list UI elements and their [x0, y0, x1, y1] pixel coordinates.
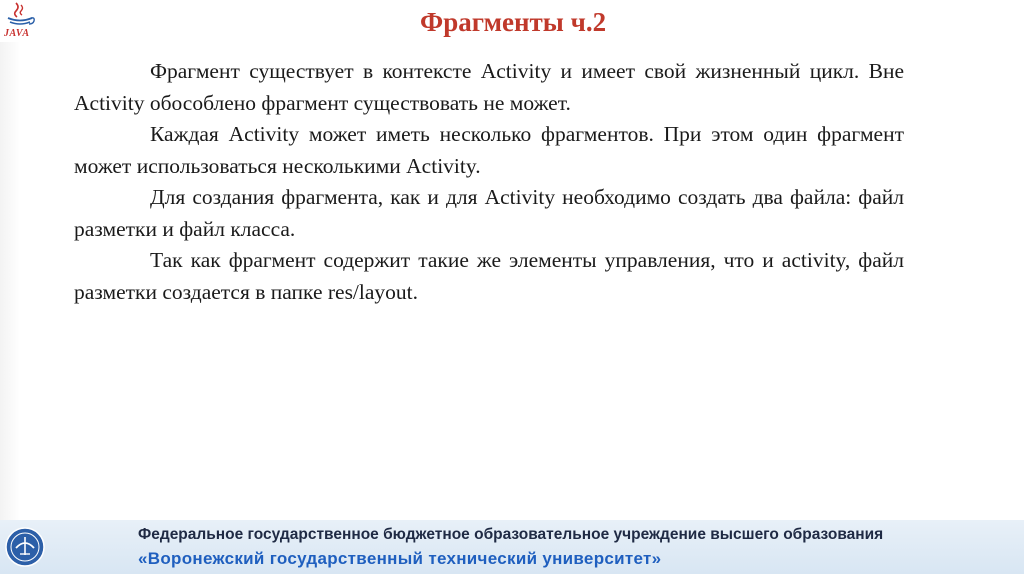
slide-body: [74, 56, 904, 308]
footer-institution-type: Федеральное государственное бюджетное образовательное учреждение высшего образования: [138, 526, 884, 543]
slide-title: Фрагменты ч.2: [420, 7, 607, 37]
paragraph: Так как фрагмент содержит такие же элементы управления, что и activity, файл разметки создается в папке res/layout.: [74, 248, 904, 304]
paragraph: Для создания фрагмента, как и для Activity необходимо создать два файла: файл разметки и файл класса.: [74, 185, 904, 241]
java-cup-icon: [2, 0, 38, 30]
university-emblem-icon: [4, 526, 46, 568]
footer-university-name: «Воронежский государственный технический университет»: [138, 549, 662, 568]
left-decor-strip: [0, 42, 20, 520]
footer-bar: [0, 520, 1024, 574]
paragraph: Фрагмент существует в контексте Activity и имеет свой жизненный цикл. Вне Activity обособлено фрагмент существовать не может.: [74, 59, 904, 115]
paragraph: Каждая Activity может иметь несколько фрагментов. При этом один фрагмент может использоваться несколькими Activity.: [74, 122, 904, 178]
java-logo-text: JAVA: [4, 28, 30, 39]
